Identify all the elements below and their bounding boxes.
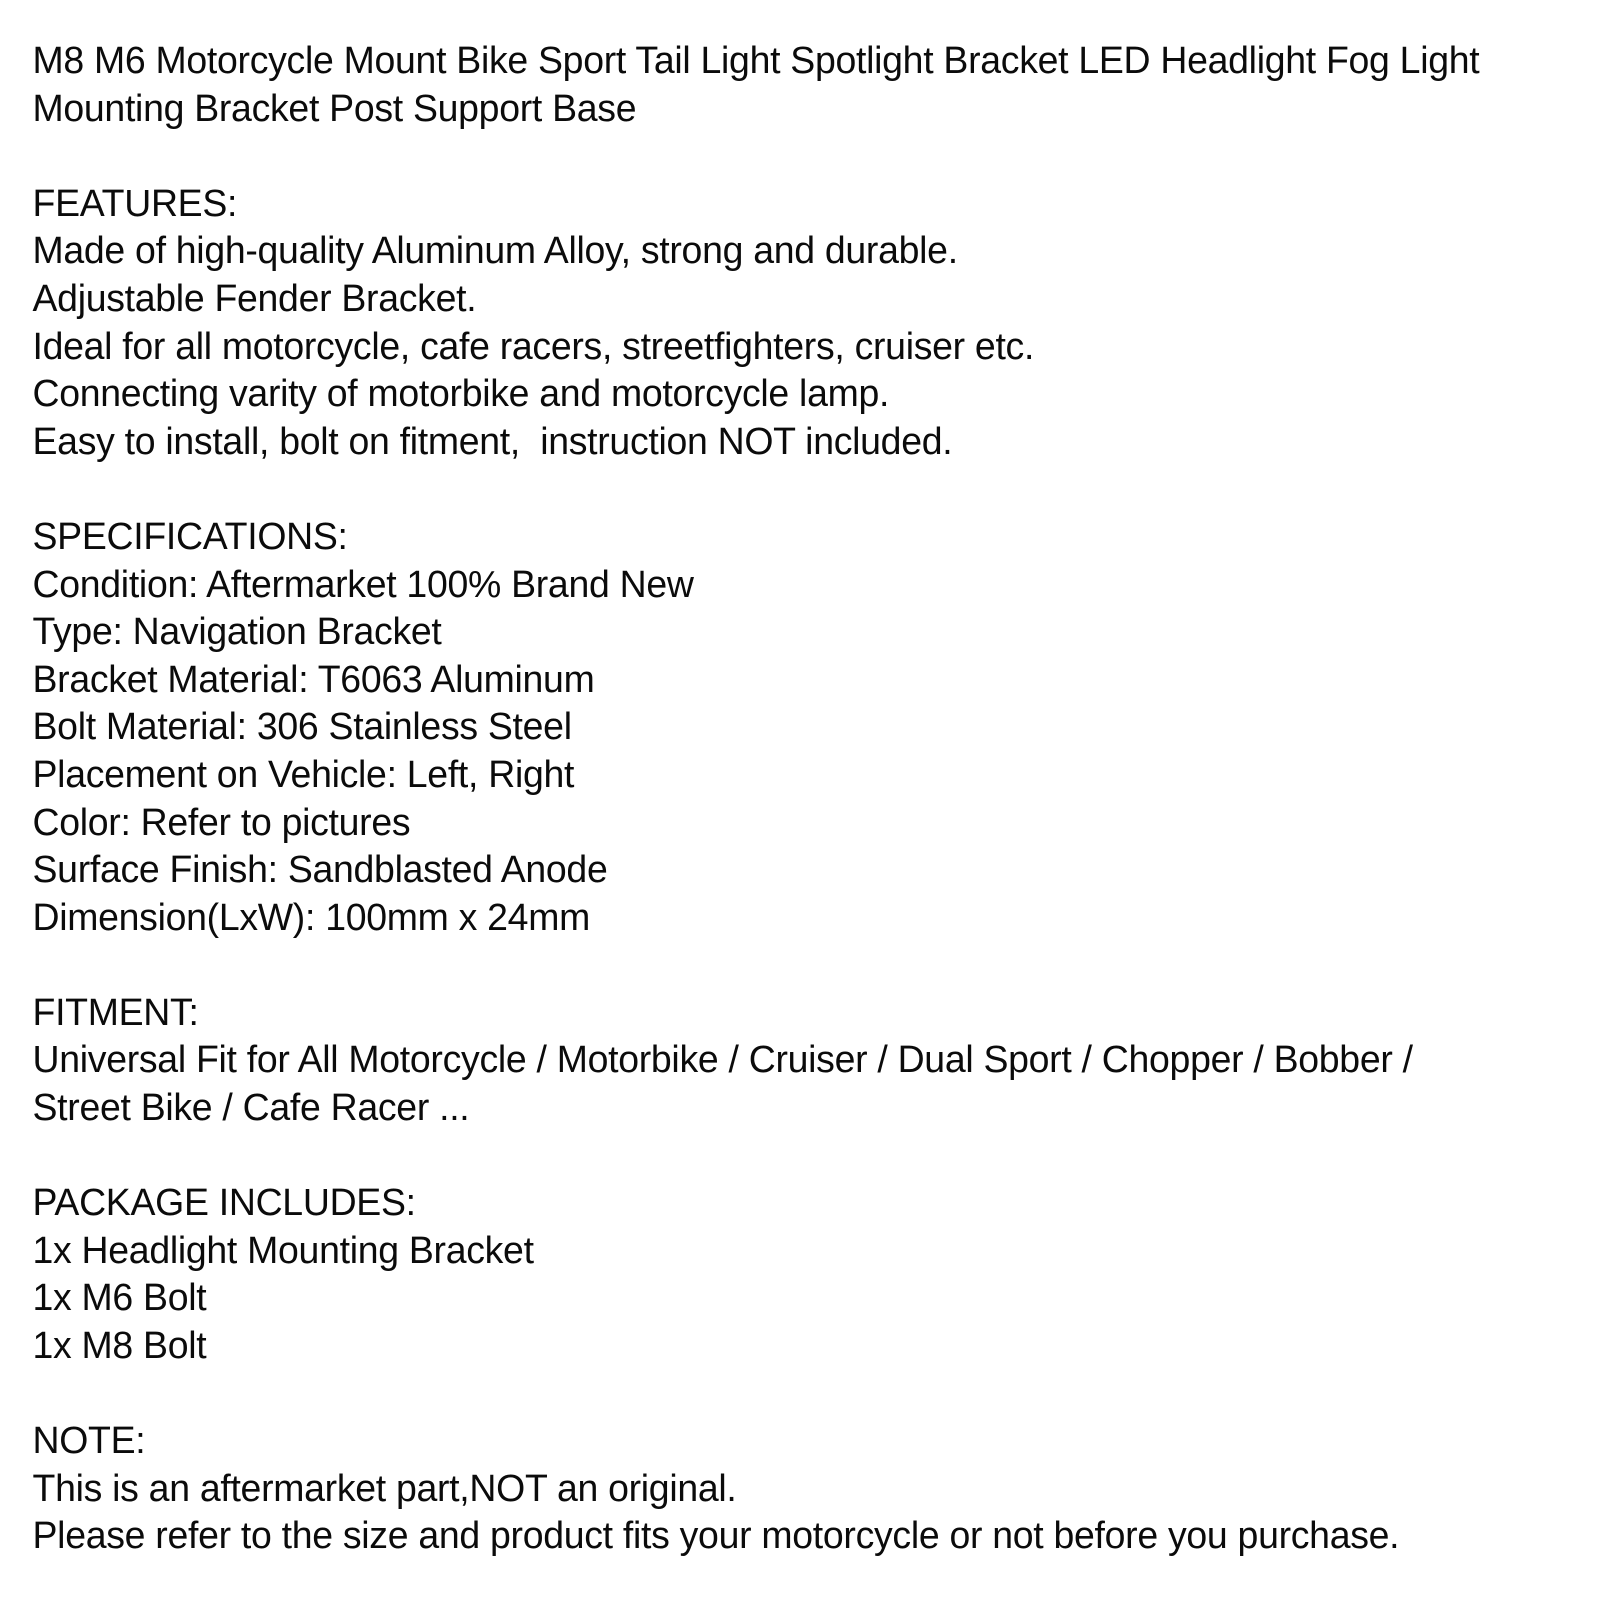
section-package-includes <box>33 1180 1600 1370</box>
section-heading: FITMENT: <box>32 991 199 1034</box>
section-heading: NOTE: <box>32 1420 146 1463</box>
feature-item: Connecting varity of motorbike and motorcycle lamp. <box>32 373 890 416</box>
product-title-line: Mounting Bracket Post Support Base <box>32 87 637 130</box>
spec-item: Type: Navigation Bracket <box>32 611 442 654</box>
product-title <box>33 38 1600 133</box>
section-heading: FEATURES: <box>32 182 238 225</box>
section-note <box>33 1418 1600 1561</box>
section-fitment <box>33 990 1600 1133</box>
feature-item: Adjustable Fender Bracket. <box>32 277 477 320</box>
section-features <box>33 181 1600 467</box>
product-title-line: M8 M6 Motorcycle Mount Bike Sport Tail Light Spotlight Bracket LED Headlight Fog Light <box>32 40 1480 82</box>
spec-item: Condition: Aftermarket 100% Brand New <box>32 563 694 606</box>
spec-item: Placement on Vehicle: Left, Right <box>32 753 575 796</box>
section-heading: SPECIFICATIONS: <box>32 515 348 558</box>
package-item: 1x M6 Bolt <box>32 1277 207 1320</box>
section-heading: PACKAGE INCLUDES: <box>32 1182 416 1225</box>
feature-item: Made of high-quality Aluminum Alloy, strong and durable. <box>32 230 958 273</box>
spec-item: Bolt Material: 306 Stainless Steel <box>32 706 572 749</box>
spec-item: Dimension(LxW): 100mm x 24mm <box>32 896 590 939</box>
package-item: 1x Headlight Mounting Bracket <box>32 1229 534 1272</box>
fitment-text-line: Universal Fit for All Motorcycle / Motorbike / Cruiser / Dual Sport / Chopper / Bobber / <box>32 1039 1413 1082</box>
feature-item: Ideal for all motorcycle, cafe racers, streetfighters, cruiser etc. <box>32 325 1035 368</box>
package-item: 1x M8 Bolt <box>32 1325 207 1368</box>
spec-item: Surface Finish: Sandblasted Anode <box>32 849 608 892</box>
note-text-line: Please refer to the size and product fits your motorcycle or not before you purchase. <box>32 1515 1400 1558</box>
fitment-text-line: Street Bike / Cafe Racer ... <box>32 1087 470 1130</box>
note-text-line: This is an aftermarket part,NOT an original. <box>32 1467 737 1510</box>
section-specifications <box>33 514 1600 942</box>
feature-item: Easy to install, bolt on fitment, instruction NOT included. <box>32 420 953 463</box>
spec-item: Bracket Material: T6063 Aluminum <box>32 658 595 701</box>
spec-item: Color: Refer to pictures <box>32 801 411 844</box>
